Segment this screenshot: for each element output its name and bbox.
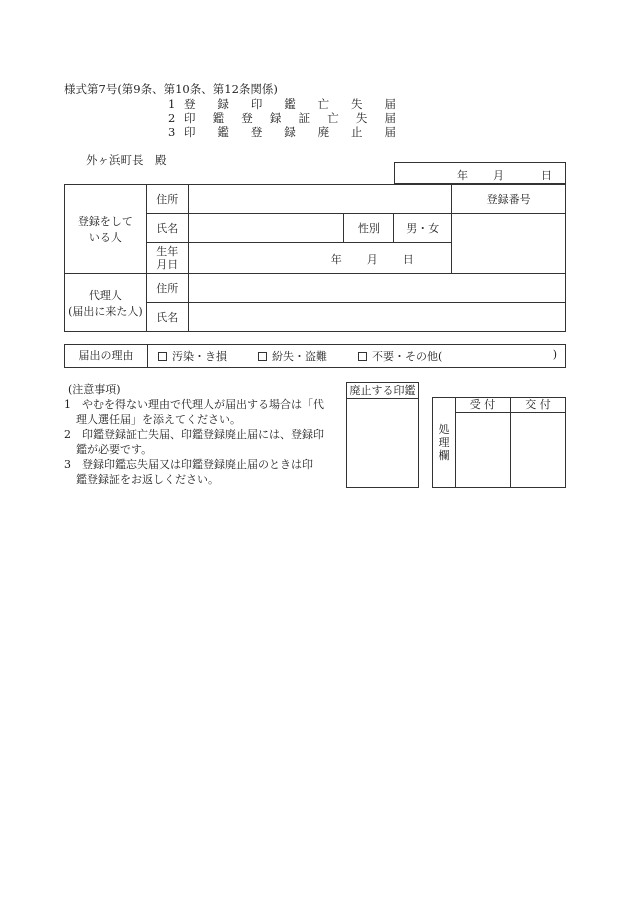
note-line: 鑑が必要です。	[76, 443, 153, 456]
processing-char: 処	[438, 423, 450, 436]
issued-label: 交 付	[511, 398, 565, 413]
checkbox-icon[interactable]	[258, 352, 267, 361]
form-title-number: 1	[168, 97, 176, 111]
reason-option-label: 紛失・盗難	[272, 350, 327, 363]
form-title-char: 印	[250, 97, 263, 111]
form-title-char: 登	[250, 125, 263, 139]
notes-heading: (注意事項)	[68, 383, 121, 396]
processing-char: 欄	[438, 449, 450, 462]
date-field[interactable]	[394, 162, 566, 184]
registrant-address-label: 住所	[146, 185, 188, 214]
checkbox-icon[interactable]	[158, 352, 167, 361]
checkbox-icon[interactable]	[358, 352, 367, 361]
registrant-section-label	[65, 185, 147, 274]
reason-label: 届出の理由	[65, 345, 148, 367]
note-line: 鑑登録証をお返しください。	[76, 473, 219, 486]
notes-section	[64, 382, 346, 487]
table-row	[65, 274, 566, 303]
birth-month-label: 月	[366, 253, 378, 266]
note-number: 1	[64, 398, 71, 411]
note-number: 3	[64, 458, 71, 471]
date-year-label: 年	[457, 169, 468, 182]
agent-section-label	[65, 274, 147, 332]
form-title-char: 印	[184, 111, 196, 125]
agent-address-field[interactable]	[188, 274, 565, 303]
applicant-table	[64, 184, 566, 332]
agent-name-label: 氏名	[146, 303, 188, 332]
note-item	[64, 427, 346, 442]
reason-option-lost[interactable]	[258, 348, 358, 364]
birthdate-label-line1: 生年	[156, 245, 179, 258]
form-title-row	[168, 125, 396, 139]
reason-option-other[interactable]	[358, 348, 565, 364]
reason-option-stain[interactable]	[158, 348, 258, 364]
registrant-label-line2: いる人	[88, 231, 122, 244]
form-header: 様式第7号(第9条、第10条、第12条関係)	[64, 82, 278, 96]
form-title-char: 亡	[327, 111, 339, 125]
form-title-char: 印	[184, 125, 196, 139]
gender-label: 性別	[344, 214, 394, 243]
form-title-char: 録	[269, 111, 282, 125]
form-title-char: 失	[351, 97, 363, 111]
agent-address-label: 住所	[146, 274, 188, 303]
abolished-stamp-box[interactable]	[346, 382, 419, 488]
form-title-char: 登	[184, 97, 196, 111]
form-title-text	[184, 125, 396, 139]
note-line: やむを得ない理由で代理人が届出する場合は「代	[82, 398, 324, 411]
agent-label-line1: 代理人	[88, 288, 122, 302]
received-column[interactable]	[455, 398, 511, 487]
date-month-label: 月	[493, 169, 504, 182]
form-title-number: 2	[168, 111, 176, 125]
form-title-char: 録	[284, 125, 296, 139]
form-title-row	[168, 97, 396, 111]
reason-row	[64, 344, 566, 368]
reason-close-paren: )	[552, 348, 557, 361]
note-line: 登録印鑑忘失届又は印鑑登録廃止届のときは印	[82, 458, 313, 471]
registration-number-label: 登録番号	[452, 185, 566, 214]
processing-side-label	[433, 398, 456, 487]
form-title-char: 録	[217, 97, 229, 111]
date-day-label: 日	[541, 169, 552, 182]
form-title-char: 廃	[317, 125, 330, 139]
form-title-char: 届	[384, 97, 396, 111]
form-title-char: 止	[351, 125, 363, 139]
reason-option-label: 不要・その他(	[372, 350, 443, 363]
form-title-text	[184, 111, 396, 125]
table-row	[65, 185, 566, 214]
form-title-number: 3	[168, 125, 176, 139]
received-label: 受 付	[455, 398, 510, 413]
issued-column[interactable]	[511, 398, 565, 487]
registrant-label-line1: 登録をして	[77, 215, 133, 228]
note-line: 印鑑登録証亡失届、印鑑登録廃止届には、登録印	[82, 428, 324, 441]
reason-option-label: 汚染・き損	[172, 350, 227, 363]
note-line: 理人選任届」を添えてください。	[76, 413, 241, 426]
registrant-name-field[interactable]	[188, 214, 344, 243]
birthdate-field[interactable]	[188, 243, 451, 274]
birth-year-label: 年	[330, 253, 342, 266]
registrant-name-label: 氏名	[146, 214, 188, 243]
form-title-char: 届	[384, 125, 396, 139]
form-titles	[168, 97, 396, 139]
gender-options[interactable]: 男・女	[394, 214, 452, 243]
note-item	[64, 397, 346, 412]
birthdate-label-line2: 月日	[156, 258, 179, 271]
form-title-char: 証	[298, 111, 311, 125]
form-title-text	[184, 97, 396, 111]
registration-number-field[interactable]	[452, 214, 566, 274]
processing-box	[432, 397, 566, 488]
processing-char: 理	[438, 436, 450, 449]
form-title-char: 登	[241, 111, 253, 125]
form-title-char: 届	[384, 111, 396, 125]
agent-label-line2: (届出に来た人)	[68, 304, 143, 318]
form-title-char: 亡	[317, 97, 330, 111]
note-item	[64, 457, 346, 472]
registrant-address-field[interactable]	[188, 185, 451, 214]
form-title-char: 鑑	[212, 111, 225, 125]
note-number: 2	[64, 428, 71, 441]
addressee: 外ヶ浜町長 殿	[86, 153, 167, 167]
form-title-char: 鑑	[217, 125, 229, 139]
form-title-char: 鑑	[284, 97, 296, 111]
agent-name-field[interactable]	[188, 303, 565, 332]
abolished-stamp-label: 廃止する印鑑	[347, 383, 418, 399]
birthdate-label	[146, 243, 188, 274]
form-title-char: 失	[355, 111, 368, 125]
birth-day-label: 日	[402, 253, 414, 266]
form-title-row	[168, 111, 396, 125]
